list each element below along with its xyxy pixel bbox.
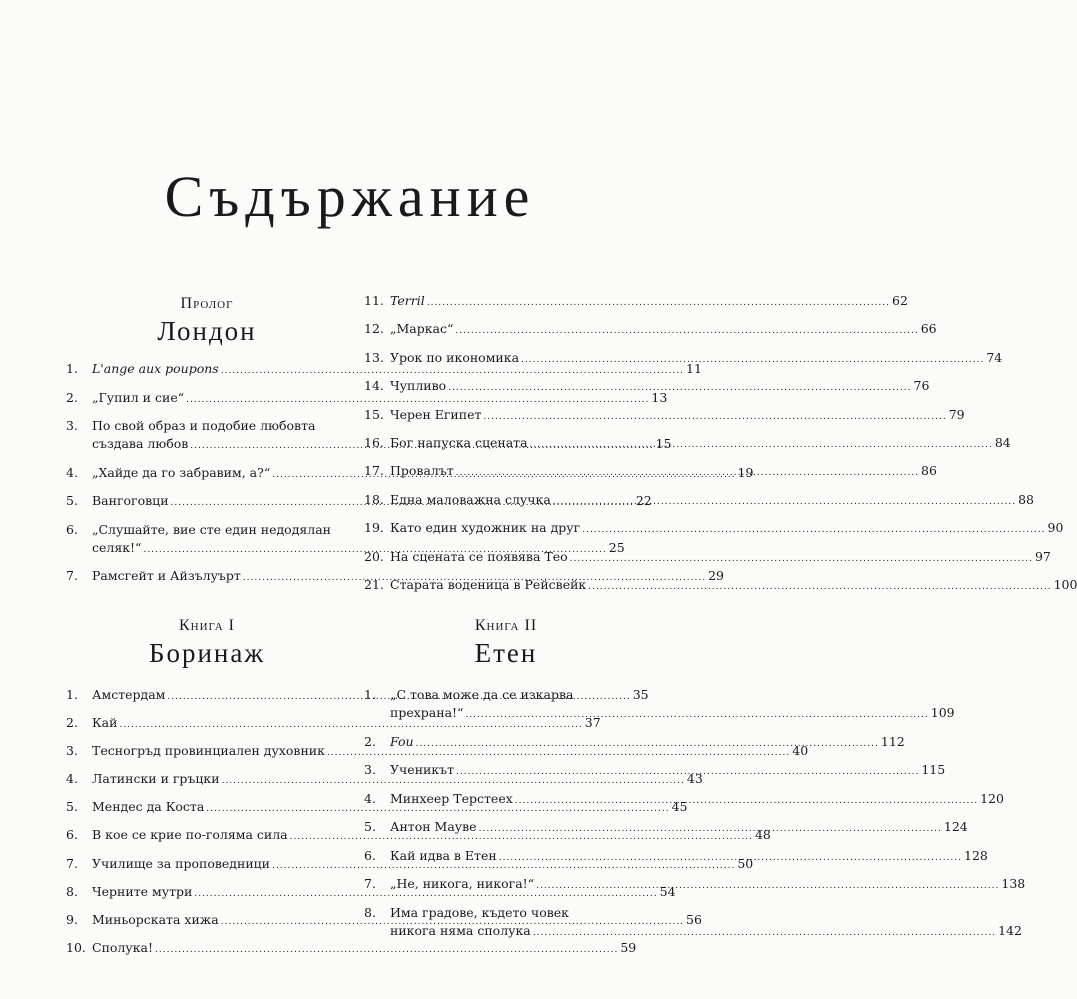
leader-dots — [479, 820, 942, 838]
toc-entry — [66, 742, 809, 762]
entry-body — [390, 406, 965, 426]
entry-number: 5. — [66, 493, 78, 508]
entry-page-number: 66 — [920, 321, 937, 337]
entry-body — [390, 904, 1022, 942]
toc-entry — [364, 548, 1051, 568]
entry-title: Черните мутри — [92, 883, 193, 899]
entry-number: 1. — [66, 361, 78, 376]
toc-entry — [364, 406, 965, 426]
entry-page-number: 35 — [632, 687, 649, 702]
entry-number: 10. — [66, 939, 86, 955]
toc-entry — [364, 292, 908, 312]
entry-number: 12. — [364, 321, 384, 337]
entry-body — [390, 875, 1025, 895]
entry-body — [390, 761, 945, 781]
entry-body — [390, 847, 988, 867]
entry-page-number: 74 — [986, 349, 1003, 365]
entry-body — [390, 548, 1051, 568]
entry-title: Минхеер Терстеех — [390, 790, 513, 806]
entry-title: Мендес да Коста — [92, 799, 205, 815]
entry-title: В кое се крие по-голяма сила — [92, 827, 288, 843]
section-title: Боринаж — [148, 638, 266, 668]
entry-number: 4. — [364, 790, 376, 806]
entry-page-number: 56 — [686, 911, 702, 927]
entry-number: 4. — [66, 771, 78, 787]
entry-title: L'ange aux poupons — [92, 361, 219, 376]
entry-title: Кай идва в Етен — [390, 847, 497, 863]
entry-page-number: 86 — [921, 463, 937, 479]
entry-title: Амстердам — [92, 687, 166, 702]
entry-title: „Не, никога, никога!“ — [390, 876, 535, 891]
prolog-heading — [66, 294, 348, 346]
entry-title: Една маловажна случка — [390, 491, 551, 507]
entry-page-number: 22 — [635, 493, 652, 508]
entry-title: „Хайде да го забравим, а?“ — [92, 464, 271, 480]
book1-heading — [66, 616, 348, 668]
entry-page-number: 76 — [913, 378, 930, 394]
entry-line — [390, 434, 1011, 454]
entry-title: Като един художник на друг — [390, 520, 581, 536]
entry-body — [390, 491, 1034, 511]
leader-dots — [521, 351, 984, 369]
entry-title: Бог напуска сцената — [390, 434, 528, 450]
entry-body — [390, 434, 1011, 454]
entry-body — [390, 790, 1004, 810]
leader-dots — [582, 521, 1045, 539]
entry-title: Миньорската хижа — [92, 911, 219, 927]
entry-number: 9. — [66, 911, 78, 927]
entry-title-line: По свой образ и подобие любовта — [92, 418, 316, 433]
entry-page-number: 97 — [1034, 548, 1051, 564]
entry-page-number: 48 — [754, 827, 771, 843]
entry-line — [390, 818, 968, 838]
section-label: Книга I — [179, 617, 235, 634]
entry-line — [390, 790, 1004, 810]
entry-page-number: 124 — [943, 819, 968, 834]
entry-title: Terril — [390, 293, 425, 308]
entry-number: 4. — [66, 464, 78, 480]
entry-line — [390, 519, 1063, 539]
entry-title: селяк!“ — [92, 539, 142, 555]
entry-page-number: 37 — [584, 715, 601, 731]
entry-line — [390, 349, 1002, 369]
entry-number: 19. — [364, 520, 384, 536]
entry-line — [390, 491, 1034, 511]
page-title: Съдържание — [164, 164, 536, 229]
leader-dots — [588, 578, 1051, 596]
entry-number: 5. — [66, 799, 78, 815]
entry-page-number: 25 — [608, 539, 625, 555]
entry-body — [390, 519, 1063, 539]
entry-number: 7. — [66, 855, 78, 871]
entry-page-number: 115 — [921, 762, 946, 777]
entry-title: създава любов — [92, 436, 189, 451]
entry-page-number: 128 — [964, 847, 988, 863]
entry-number: 1. — [66, 687, 78, 702]
entry-number: 18. — [364, 491, 384, 507]
entry-number: 6. — [66, 827, 78, 843]
toc-entry — [66, 770, 703, 790]
entry-body — [390, 349, 1002, 369]
entry-page-number: 29 — [708, 568, 725, 583]
entry-number: 14. — [364, 378, 384, 394]
entry-page-number: 112 — [880, 733, 905, 749]
section-label: Книга II — [474, 617, 538, 634]
entry-number: 13. — [364, 349, 384, 365]
entry-title: Антон Мауве — [390, 819, 477, 834]
entry-line — [390, 406, 965, 426]
section-label: Пролог — [180, 295, 234, 312]
toc-entry — [364, 519, 1064, 539]
entry-title: Fou — [390, 733, 414, 749]
entry-number: 3. — [66, 743, 78, 759]
entry-line — [390, 761, 945, 781]
entry-page-number: 142 — [998, 922, 1022, 938]
entry-number: 3. — [66, 418, 78, 433]
entry-line — [390, 922, 1022, 942]
entry-page-number: 88 — [1018, 491, 1035, 507]
leader-dots — [455, 322, 918, 340]
entry-number: 7. — [364, 876, 376, 891]
entry-number: 8. — [66, 883, 78, 899]
entry-number: 3. — [364, 762, 376, 777]
toc-entry — [66, 389, 668, 409]
entry-line — [390, 320, 937, 340]
leader-dots — [570, 550, 1033, 568]
entry-page-number: 120 — [980, 790, 1004, 806]
entry-number: 2. — [364, 733, 376, 749]
entry-number: 15. — [364, 406, 384, 422]
entry-body — [390, 320, 937, 340]
entry-page-number: 100 — [1053, 576, 1077, 592]
entry-title: Старата воденица в Рейсвейк — [390, 576, 587, 592]
entry-title: Вангоговци — [92, 493, 169, 508]
entry-page-number: 43 — [686, 771, 703, 787]
entry-title: Сполука! — [92, 939, 154, 955]
entry-page-number: 59 — [620, 939, 637, 955]
entry-page-number: 11 — [686, 361, 702, 376]
leader-dots — [483, 408, 946, 426]
toc-entry — [66, 939, 637, 959]
leader-dots — [416, 735, 879, 753]
entry-line — [390, 292, 908, 312]
entry-body — [390, 576, 1077, 596]
toc-entry — [364, 320, 937, 340]
entry-page-number: 62 — [892, 293, 908, 308]
entry-title: Провалът — [390, 463, 454, 479]
toc-entry — [66, 714, 601, 734]
leader-dots — [530, 436, 993, 454]
entry-title: Рамсгейт и Айзълуърт — [92, 568, 241, 583]
entry-title: Тесногръд провинциален духовник — [92, 743, 325, 759]
entry-body — [390, 733, 905, 753]
entry-title-line: „С това може да се изкарва — [390, 687, 574, 702]
leader-dots — [553, 493, 1016, 511]
leader-dots — [499, 849, 962, 867]
entry-page-number: 19 — [737, 464, 754, 480]
entry-page-number: 109 — [930, 705, 955, 720]
entry-title: „Маркас“ — [390, 321, 454, 337]
book2-heading — [364, 616, 648, 668]
leader-dots — [456, 464, 919, 482]
toc-entry — [66, 360, 702, 380]
entry-number: 1. — [364, 687, 376, 702]
section-title: Лондон — [157, 316, 257, 346]
entry-title: Черен Египет — [390, 406, 482, 422]
entry-number: 11. — [364, 293, 384, 308]
entry-number: 6. — [66, 521, 78, 537]
entry-title: никога няма сполука — [390, 922, 531, 938]
entry-line — [390, 377, 929, 397]
entry-title: Урок по икономика — [390, 349, 520, 365]
entry-page-number: 79 — [948, 406, 965, 422]
leader-dots — [427, 294, 890, 312]
entry-page-number: 15 — [655, 436, 672, 451]
entry-page-number: 90 — [1047, 520, 1064, 536]
entry-body — [390, 377, 929, 397]
entry-title: прехрана!“ — [390, 705, 464, 720]
entry-title: Ученикът — [390, 762, 455, 777]
entry-page-number: 50 — [737, 855, 754, 871]
entry-number: 2. — [66, 389, 78, 405]
entry-title-line: Има градове, където човек — [390, 904, 569, 920]
entry-line — [390, 733, 905, 753]
entry-title: Кай — [92, 715, 118, 731]
entry-page-number: 45 — [671, 799, 688, 815]
entry-number: 20. — [364, 548, 384, 564]
entry-line — [390, 462, 937, 482]
entry-body — [390, 686, 955, 724]
entry-page-number: 40 — [792, 743, 809, 759]
entry-page-number: 84 — [994, 434, 1011, 450]
section-title: Етен — [474, 638, 538, 668]
entry-page-number: 13 — [651, 389, 668, 405]
toc-entry — [364, 491, 1035, 511]
leader-dots — [533, 924, 996, 942]
entry-body — [390, 462, 937, 482]
entry-title: „Гупил и сие“ — [92, 389, 185, 405]
entry-page-number: 54 — [659, 883, 676, 899]
entry-title: Училище за проповедници — [92, 855, 271, 871]
entry-line — [390, 875, 1025, 895]
leader-dots — [448, 379, 911, 397]
toc-entry — [364, 686, 955, 724]
entry-page-number: 138 — [1001, 876, 1026, 891]
entry-title-line: „Слушайте, вие сте един недодялан — [92, 521, 332, 537]
entry-number: 17. — [364, 463, 384, 479]
entry-number: 21. — [364, 576, 384, 592]
entry-number: 7. — [66, 568, 78, 583]
leader-dots — [536, 877, 999, 895]
entry-title: Латински и гръцки — [92, 771, 220, 787]
toc-entry — [364, 576, 1077, 596]
entry-line — [390, 548, 1051, 568]
entry-number: 16. — [364, 434, 384, 450]
entry-number: 6. — [364, 847, 376, 863]
entry-body — [390, 818, 968, 838]
entry-line — [390, 847, 988, 867]
entry-line — [390, 576, 1077, 596]
entry-line — [390, 704, 955, 724]
entry-title: На сцената се появява Тео — [390, 548, 568, 564]
entry-number: 2. — [66, 715, 78, 731]
leader-dots — [515, 792, 978, 810]
entry-body — [390, 292, 908, 312]
entry-number: 8. — [364, 904, 376, 920]
leader-dots — [456, 763, 919, 781]
entry-title: Чупливо — [390, 378, 447, 394]
entry-number: 5. — [364, 819, 376, 834]
leader-dots — [465, 706, 928, 724]
